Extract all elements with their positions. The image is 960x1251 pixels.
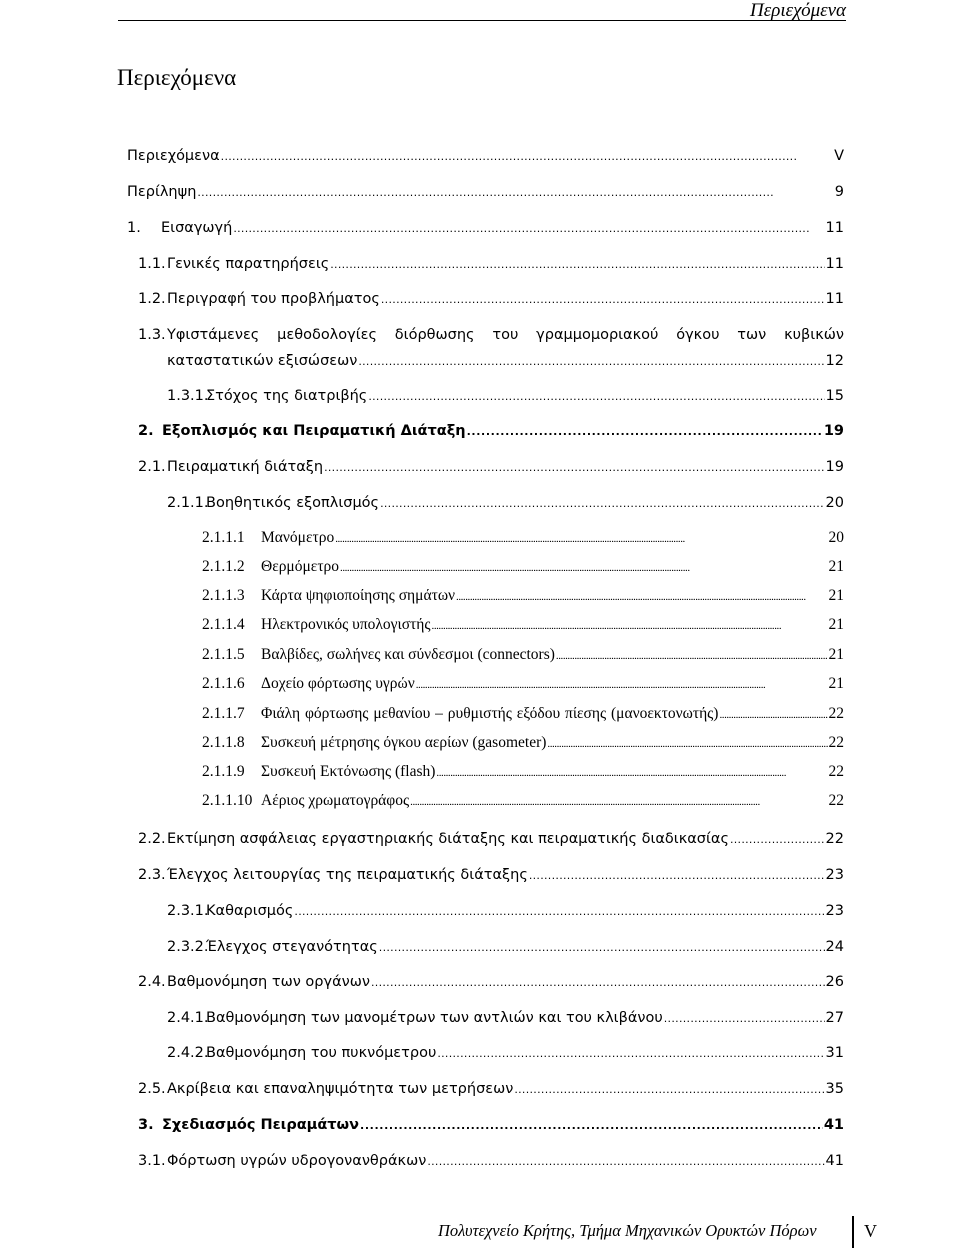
toc-entry-number: 2.1.	[138, 459, 166, 475]
toc-entry[interactable]	[167, 386, 844, 407]
toc-entry-page: 12	[825, 353, 844, 369]
dot-leader	[432, 616, 828, 636]
toc-entry-number: 1.2.	[138, 291, 166, 307]
toc-entry[interactable]	[202, 586, 844, 607]
dot-leader	[368, 387, 824, 407]
toc-entry[interactable]	[167, 901, 844, 922]
toc-entry[interactable]	[167, 1043, 844, 1064]
toc-entry-number: 2.3.1.	[167, 903, 209, 919]
toc-entry-text-line1: Υφιστάμενες μεθοδολογίες διόρθωσης του γραμμομοριακού όγκου των κυβικών	[167, 327, 844, 343]
footer-page-number: V	[864, 1221, 877, 1241]
toc-entry[interactable]	[138, 254, 844, 275]
toc-entry-text: Φόρτωση υγρών υδρογονανθράκων	[167, 1153, 427, 1169]
toc-entry[interactable]	[127, 218, 844, 239]
dot-leader	[197, 183, 833, 203]
dot-leader	[410, 792, 827, 812]
toc-entry-number: 2.4.2.	[167, 1045, 209, 1061]
toc-entry[interactable]	[202, 762, 844, 783]
dot-leader	[358, 352, 824, 372]
toc-entry-page: 19	[825, 459, 844, 475]
toc-entry-page: 41	[825, 1153, 844, 1169]
dot-leader	[233, 219, 824, 239]
toc-entry[interactable]	[202, 615, 844, 636]
toc-entry-number: 2.1.1.2	[202, 558, 245, 575]
footer-institution: Πολυτεχνείο Κρήτης, Τμήμα Μηχανικών Ορυκτών Πόρων	[438, 1221, 817, 1240]
toc-entry-text: Στόχος της διατριβής	[206, 388, 368, 404]
toc-entry-number: 2.3.	[138, 867, 166, 883]
toc-entry[interactable]	[167, 1008, 844, 1029]
toc-entry-text: Εξοπλισμός και Πειραματική Διάταξη	[162, 423, 466, 439]
toc-entry-text: Γενικές παρατηρήσεις	[167, 256, 330, 272]
toc-entry-number: 2.3.2.	[167, 939, 209, 955]
toc-entry-page: 23	[825, 903, 844, 919]
dot-leader	[529, 866, 825, 886]
toc-entry[interactable]	[138, 289, 844, 310]
toc-entry-number: 2.1.1.5	[202, 646, 245, 663]
toc-entry-text: Σχεδιασμός Πειραμάτων	[162, 1117, 360, 1133]
toc-entry-number: 2.	[138, 423, 154, 439]
toc-entry-text: Εισαγωγή	[161, 220, 233, 236]
toc-entry-number: 2.1.1.8	[202, 734, 245, 751]
toc-entry-page: 24	[825, 939, 844, 955]
toc-entry-page: 35	[825, 1081, 844, 1097]
dot-leader	[416, 675, 828, 695]
toc-entry-number: 1.3.1.	[167, 388, 209, 404]
toc-entry-text: Βαθμονόμηση των οργάνων	[167, 974, 370, 990]
toc-entry[interactable]	[202, 528, 844, 549]
toc-entry-number: 2.1.1.7	[202, 705, 245, 722]
toc-entry-page: 31	[825, 1045, 844, 1061]
footer-divider	[852, 1216, 854, 1248]
toc-entry-page: 22	[828, 763, 844, 780]
toc-entry-page: 21	[828, 587, 844, 604]
dot-leader	[664, 1009, 825, 1029]
toc-entry-page: V	[834, 148, 844, 164]
toc-entry-text: καταστατικών εξισώσεων	[167, 353, 358, 369]
toc-entry-text: Βαλβίδες, σωλήνες και σύνδεσμοι (connectors)	[261, 646, 555, 663]
toc-entry-page: 23	[825, 867, 844, 883]
toc-entry-text: Αέριος χρωματογράφος	[261, 792, 410, 809]
toc-entry[interactable]	[167, 493, 844, 514]
toc-entry-number: 1.3.	[138, 327, 166, 343]
dot-leader	[427, 1152, 824, 1172]
toc-entry-number: 2.4.1.	[167, 1010, 209, 1026]
toc-entry-text: Βαθμονόμηση των μανομέτρων των αντλιών και του κλιβάνου	[206, 1010, 663, 1026]
toc-entry-text: Εκτίμηση ασφάλειας εργαστηριακής διάταξης και πειραματικής διαδικασίας	[167, 831, 729, 847]
dot-leader	[221, 147, 833, 167]
header-rule	[118, 20, 846, 21]
toc-entry-number: 2.2.	[138, 831, 166, 847]
toc-entry-page: 41	[823, 1117, 844, 1133]
dot-leader	[360, 1116, 823, 1136]
toc-entry-text: Περιεχόμενα	[127, 148, 220, 164]
dot-leader	[371, 973, 825, 993]
toc-entry-number: 2.4.	[138, 974, 166, 990]
toc-entry[interactable]	[138, 972, 844, 993]
toc-entry-text: Ηλεκτρονικός υπολογιστής	[261, 616, 431, 633]
dot-leader	[436, 763, 827, 783]
toc-entry-page: 20	[828, 529, 844, 546]
dot-leader	[340, 558, 827, 578]
dot-leader	[381, 290, 825, 310]
toc-entry-number: 3.	[138, 1117, 154, 1133]
toc-entry-page: 21	[828, 558, 844, 575]
toc-entry-page: 11	[825, 291, 844, 307]
toc-entry-number: 3.1.	[138, 1153, 166, 1169]
toc-entry-page: 11	[825, 220, 844, 236]
toc-entry-text: Έλεγχος στεγανότητας	[206, 939, 378, 955]
toc-entry[interactable]	[138, 1079, 844, 1100]
toc-entry[interactable]	[138, 421, 844, 442]
toc-entry-page: 20	[825, 495, 844, 511]
dot-leader	[335, 529, 827, 549]
toc-entry-text: Πειραματική διάταξη	[167, 459, 324, 475]
toc-entry[interactable]	[167, 937, 844, 958]
toc-entry-number: 2.5.	[138, 1081, 166, 1097]
toc-entry-page: 22	[828, 734, 844, 751]
toc-entry-text: Περίληψη	[127, 184, 197, 200]
toc-entry-page: 21	[828, 646, 844, 663]
toc-entry-page: 9	[834, 184, 844, 200]
toc-entry-page: 11	[825, 256, 844, 272]
toc-entry-text: Συσκευή Εκτόνωσης (flash)	[261, 763, 436, 780]
toc-entry-text: Φιάλη φόρτωσης μεθανίου – ρυθμιστής εξόδου πίεσης (μανοεκτονωτής)	[261, 705, 719, 722]
toc-entry-wrapped[interactable]	[138, 325, 844, 345]
dot-leader	[730, 830, 825, 850]
dot-leader	[437, 1044, 824, 1064]
toc-entry-page: 27	[825, 1010, 844, 1026]
toc-entry[interactable]	[202, 557, 844, 578]
dot-leader	[467, 422, 823, 442]
dot-leader	[330, 255, 824, 275]
toc-entry-page: 21	[828, 675, 844, 692]
toc-entry[interactable]	[138, 1151, 844, 1172]
toc-entry[interactable]	[138, 1115, 844, 1136]
toc-entry-text: Συσκευή μέτρησης όγκου αερίων (gasometer)	[261, 734, 547, 751]
toc-entry-text: Κάρτα ψηφιοποίησης σημάτων	[261, 587, 456, 604]
page-title: Περιεχόμενα	[117, 65, 237, 90]
dot-leader	[719, 705, 827, 725]
toc-entry[interactable]	[202, 645, 844, 666]
toc-entry-text: Μανόμετρο	[261, 529, 335, 546]
toc-entry-page: 22	[828, 792, 844, 809]
toc-entry-page: 26	[825, 974, 844, 990]
dot-leader	[514, 1080, 824, 1100]
toc-entry[interactable]	[202, 674, 844, 695]
toc-entry-number: 2.1.1.9	[202, 763, 245, 780]
toc-entry-text: Ακρίβεια και επαναληψιμότητα των μετρήσεων	[167, 1081, 514, 1097]
toc-entry[interactable]	[127, 146, 844, 167]
dot-leader	[380, 494, 824, 514]
toc-entry-number: 2.1.1.10	[202, 792, 253, 809]
dot-leader	[456, 587, 827, 607]
running-header: Περιεχόμενα	[750, 0, 846, 21]
toc-entry-continuation[interactable]	[167, 351, 844, 372]
dot-leader	[294, 902, 824, 922]
toc-entry[interactable]	[138, 829, 844, 850]
toc-entry-text: Θερμόμετρο	[261, 558, 340, 575]
toc-entry-text: Περιγραφή του προβλήματος	[167, 291, 380, 307]
toc-entry[interactable]	[202, 791, 844, 812]
toc-entry-text: Καθαρισμός	[206, 903, 294, 919]
dot-leader	[556, 646, 828, 666]
toc-entry-text: Βαθμονόμηση του πυκνόμετρου	[206, 1045, 437, 1061]
toc-entry-page: 22	[828, 705, 844, 722]
toc-entry-number: 2.1.1.	[167, 495, 209, 511]
toc-entry-number: 1.	[127, 220, 141, 236]
toc-entry-page: 19	[823, 423, 844, 439]
toc-entry-number: 2.1.1.6	[202, 675, 245, 692]
toc-entry[interactable]	[202, 733, 844, 754]
toc-entry[interactable]	[138, 457, 844, 478]
toc-entry-text: Βοηθητικός εξοπλισμός	[206, 495, 380, 511]
toc-entry[interactable]	[202, 704, 844, 725]
toc-entry-number: 1.1.	[138, 256, 166, 272]
toc-entry-text: Δοχείο φόρτωσης υγρών	[261, 675, 415, 692]
toc-entry-number: 2.1.1.4	[202, 616, 245, 633]
toc-entry-page: 22	[825, 831, 844, 847]
toc-entry-number: 2.1.1.1	[202, 529, 245, 546]
toc-entry[interactable]	[127, 182, 844, 203]
toc-entry-page: 15	[825, 388, 844, 404]
toc-entry-text: Έλεγχος λειτουργίας της πειραματικής διάταξης	[167, 867, 528, 883]
toc-entry[interactable]	[138, 865, 844, 886]
toc-entry-page: 21	[828, 616, 844, 633]
dot-leader	[547, 734, 827, 754]
dot-leader	[324, 458, 824, 478]
dot-leader	[379, 938, 825, 958]
toc-entry-number: 2.1.1.3	[202, 587, 245, 604]
